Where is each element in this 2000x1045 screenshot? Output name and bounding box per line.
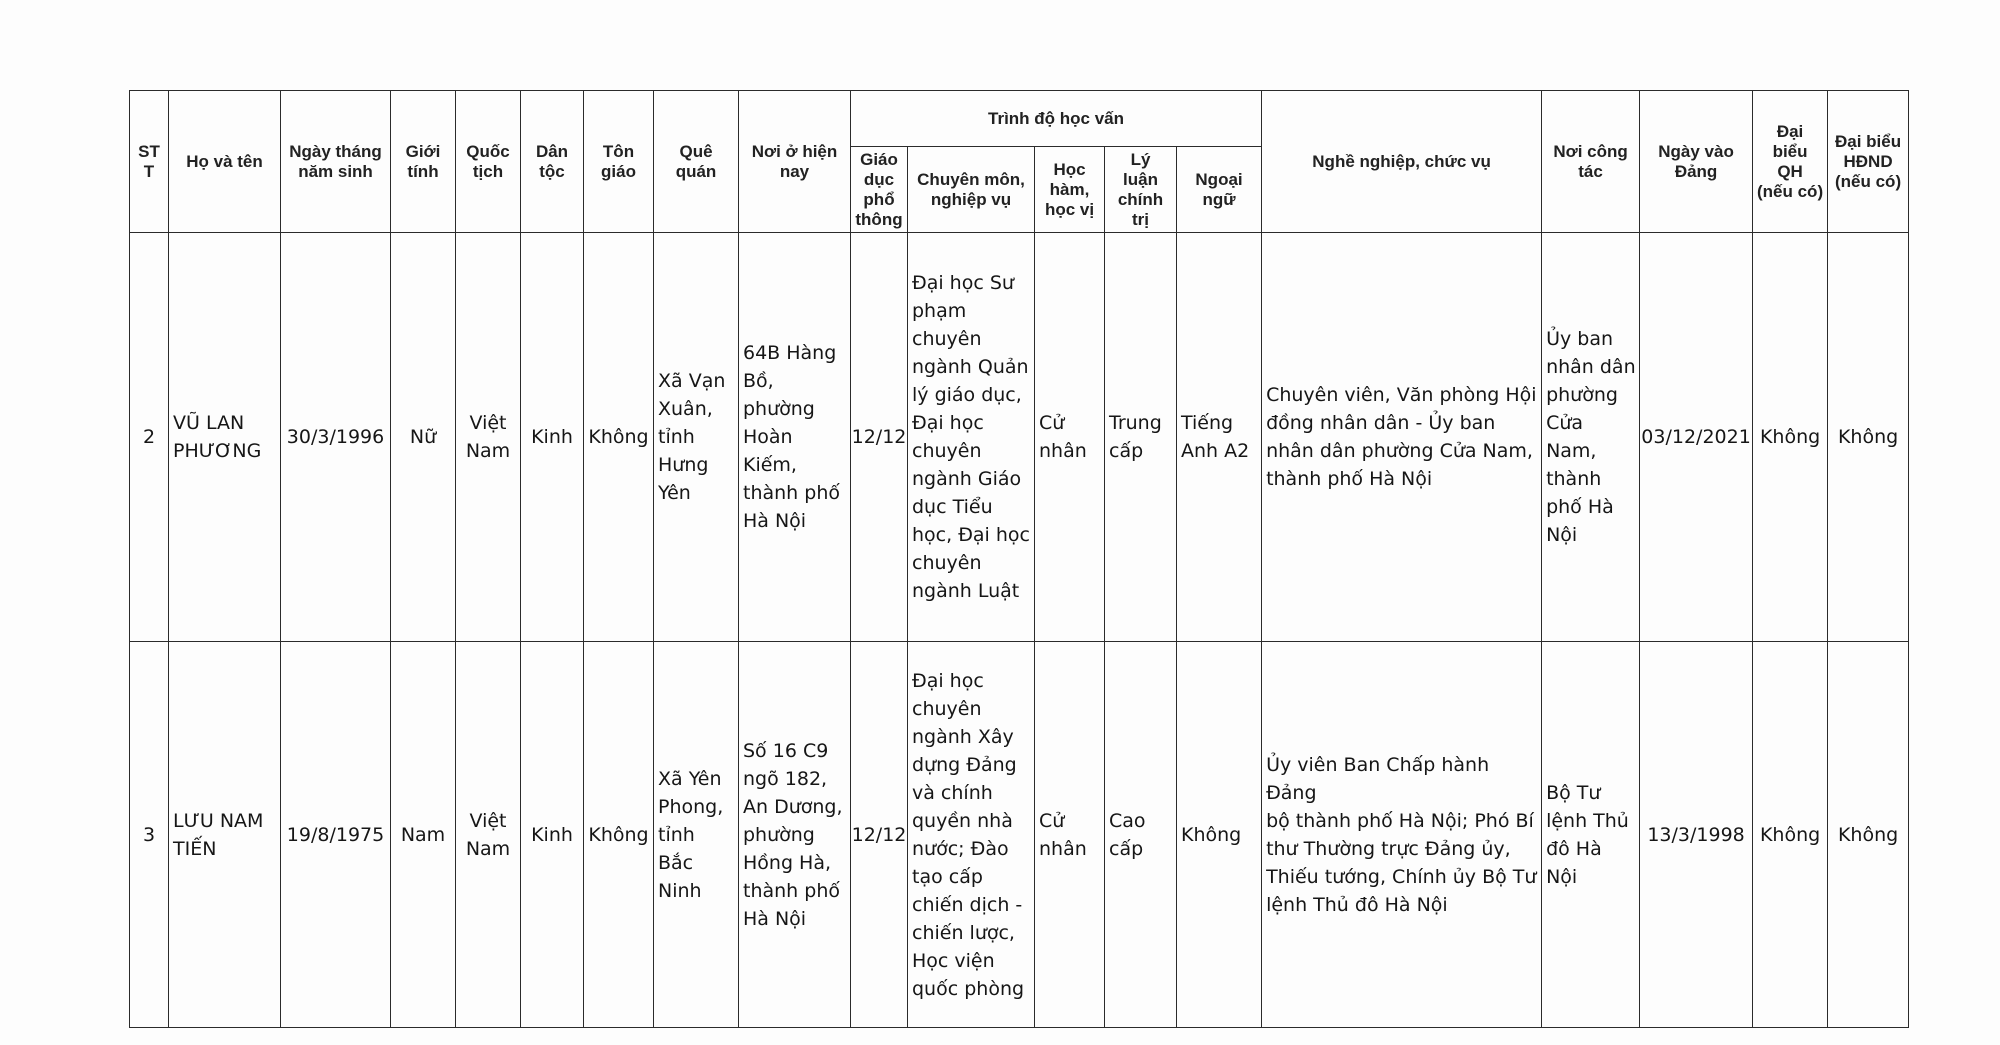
cell-hometown: Xã Vạn Xuân, tỉnh Hưng Yên bbox=[654, 233, 739, 642]
cell-residence: Số 16 C9 ngõ 182, An Dương, phường Hồng Hà, thành phố Hà Nội bbox=[739, 642, 851, 1028]
header-occupation: Nghề nghiệp, chức vụ bbox=[1262, 91, 1542, 233]
cell-birth: 19/8/1975 bbox=[281, 642, 391, 1028]
header-hometown: Quê quán bbox=[654, 91, 739, 233]
cell-nationality: Việt Nam bbox=[456, 233, 521, 642]
table-row bbox=[130, 642, 1909, 1028]
cell-occupation: Chuyên viên, Văn phòng Hội đồng nhân dân - Ủy ban nhân dân phường Cửa Nam, thành phố Hà Nội bbox=[1262, 233, 1542, 642]
header-language: Ngoại ngữ bbox=[1177, 147, 1262, 233]
cell-language: Tiếng Anh A2 bbox=[1177, 233, 1262, 642]
cell-degree: Cử nhân bbox=[1035, 233, 1105, 642]
cell-occupation: Ủy viên Ban Chấp hành Đảng bộ thành phố Hà Nội; Phó Bí thư Thường trực Đảng ủy, Thiếu tướng, Chính ủy Bộ Tư lệnh Thủ đô Hà Nội bbox=[1262, 642, 1542, 1028]
cell-religion: Không bbox=[584, 642, 654, 1028]
cell-hometown: Xã Yên Phong, tỉnh Bắc Ninh bbox=[654, 642, 739, 1028]
header-birth: Ngày tháng năm sinh bbox=[281, 91, 391, 233]
header-ethnicity: Dân tộc bbox=[521, 91, 584, 233]
header-education-group: Trình độ học vấn bbox=[851, 91, 1262, 147]
header-residence: Nơi ở hiện nay bbox=[739, 91, 851, 233]
header-name: Họ và tên bbox=[169, 91, 281, 233]
cell-political: Trung cấp bbox=[1105, 233, 1177, 642]
cell-stt: 3 bbox=[130, 642, 169, 1028]
cell-na-delegate: Không bbox=[1753, 642, 1828, 1028]
cell-language: Không bbox=[1177, 642, 1262, 1028]
cell-council-delegate: Không bbox=[1828, 233, 1909, 642]
cell-political: Cao cấp bbox=[1105, 642, 1177, 1028]
cell-degree: Cử nhân bbox=[1035, 642, 1105, 1028]
cell-general-edu: 12/12 bbox=[851, 233, 908, 642]
cell-workplace: Bộ Tư lệnh Thủ đô Hà Nội bbox=[1542, 642, 1640, 1028]
cell-stt: 2 bbox=[130, 233, 169, 642]
cell-specialty: Đại học chuyên ngành Xây dựng Đảng và chính quyền nhà nước; Đào tạo cấp chiến dịch - chiến lược, Học viện quốc phòng bbox=[908, 642, 1035, 1028]
candidate-table bbox=[129, 90, 1909, 1028]
header-council-delegate: Đại biểu HĐND (nếu có) bbox=[1828, 91, 1909, 233]
header-nationality: Quốc tịch bbox=[456, 91, 521, 233]
table-row bbox=[130, 233, 1909, 642]
cell-party-date: 03/12/2021 bbox=[1640, 233, 1753, 642]
cell-name: VŨ LAN PHƯƠNG bbox=[169, 233, 281, 642]
header-political: Lý luận chính trị bbox=[1105, 147, 1177, 233]
cell-workplace: Ủy ban nhân dân phường Cửa Nam, thành phố Hà Nội bbox=[1542, 233, 1640, 642]
cell-party-date: 13/3/1998 bbox=[1640, 642, 1753, 1028]
header-specialty: Chuyên môn, nghiệp vụ bbox=[908, 147, 1035, 233]
cell-residence: 64B Hàng Bồ, phường Hoàn Kiếm, thành phố Hà Nội bbox=[739, 233, 851, 642]
cell-ethnicity: Kinh bbox=[521, 642, 584, 1028]
header-party-date: Ngày vào Đảng bbox=[1640, 91, 1753, 233]
cell-general-edu: 12/12 bbox=[851, 642, 908, 1028]
cell-gender: Nam bbox=[391, 642, 456, 1028]
header-workplace: Nơi công tác bbox=[1542, 91, 1640, 233]
header-row-top bbox=[130, 91, 1909, 147]
cell-na-delegate: Không bbox=[1753, 233, 1828, 642]
cell-council-delegate: Không bbox=[1828, 642, 1909, 1028]
header-stt: ST T bbox=[130, 91, 169, 233]
cell-gender: Nữ bbox=[391, 233, 456, 642]
header-gender: Giới tính bbox=[391, 91, 456, 233]
cell-nationality: Việt Nam bbox=[456, 642, 521, 1028]
cell-birth: 30/3/1996 bbox=[281, 233, 391, 642]
cell-ethnicity: Kinh bbox=[521, 233, 584, 642]
cell-religion: Không bbox=[584, 233, 654, 642]
header-na-delegate: Đại biểu QH (nếu có) bbox=[1753, 91, 1828, 233]
cell-specialty: Đại học Sư phạm chuyên ngành Quản lý giáo dục, Đại học chuyên ngành Giáo dục Tiểu học, Đại học chuyên ngành Luật bbox=[908, 233, 1035, 642]
header-degree: Học hàm, học vị bbox=[1035, 147, 1105, 233]
cell-name: LƯU NAM TIẾN bbox=[169, 642, 281, 1028]
header-religion: Tôn giáo bbox=[584, 91, 654, 233]
header-general-edu: Giáo dục phổ thông bbox=[851, 147, 908, 233]
